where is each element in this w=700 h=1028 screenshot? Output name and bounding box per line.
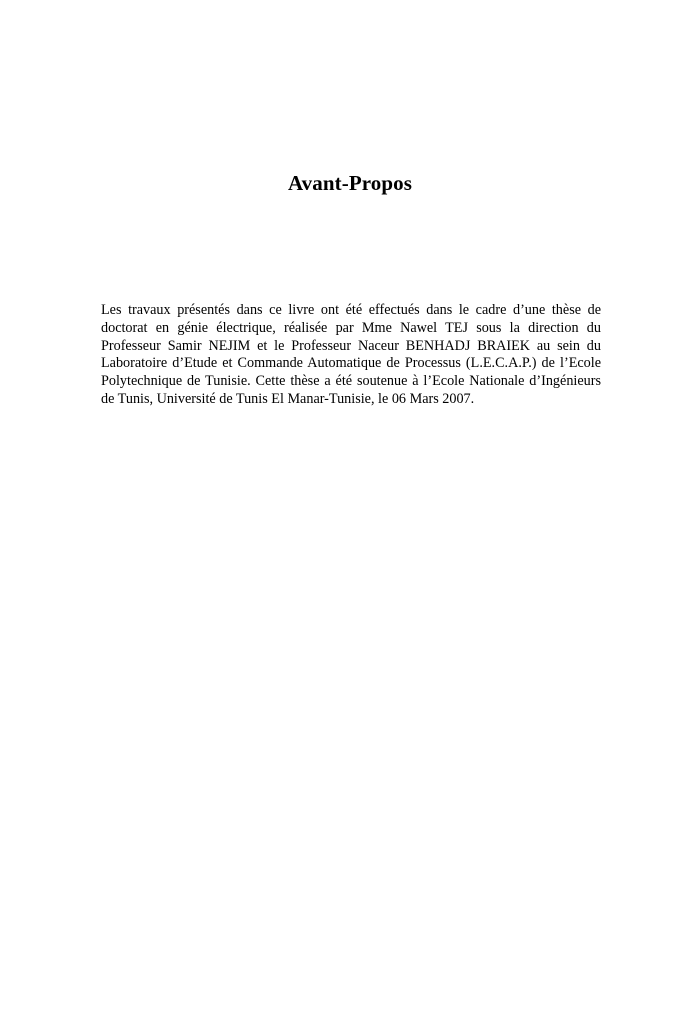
paragraph-line: de Tunis, Université de Tunis El Manar-Tunisie, le 06 Mars 2007. bbox=[101, 390, 475, 407]
page-title: Avant-Propos bbox=[287, 171, 413, 195]
paragraph-line: Les travaux présentés dans ce livre ont été effectués dans le cadre d’une thèse de bbox=[101, 302, 601, 318]
foreword-paragraph bbox=[101, 302, 601, 409]
paragraph-line: Professeur Samir NEJIM et le Professeur Naceur BENHADJ BRAIEK au sein du bbox=[101, 337, 601, 354]
paragraph-line: Laboratoire d’Etude et Commande Automatique de Processus (L.E.C.A.P.) de l’Ecole bbox=[101, 355, 601, 372]
paragraph-line: Polytechnique de Tunisie. Cette thèse a été soutenue à l’Ecole Nationale d’Ingénieurs bbox=[101, 373, 601, 390]
paragraph-line: doctorat en génie électrique, réalisée par Mme Nawel TEJ sous la direction du bbox=[101, 319, 601, 336]
